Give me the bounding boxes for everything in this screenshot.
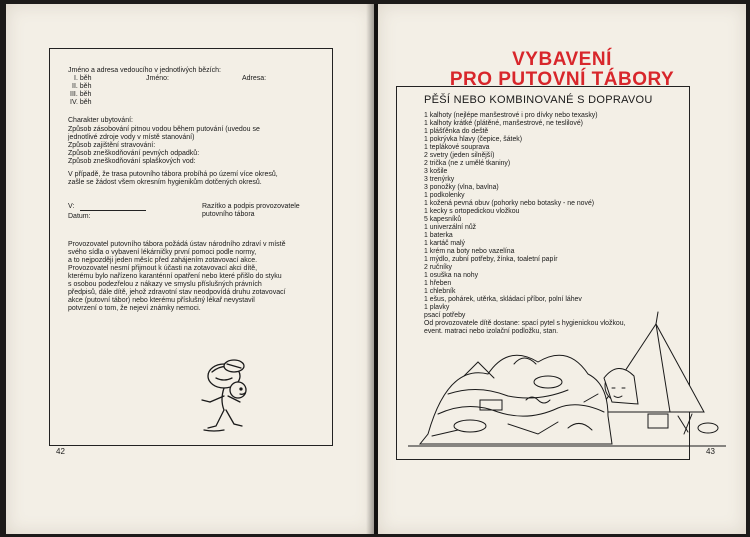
list-item: 1 hřeben: [424, 280, 452, 287]
list-item: 1 krém na boty nebo vazelína: [424, 248, 515, 255]
list-item: event. matraci nebo izolační podložku, stan.: [424, 328, 559, 335]
list-item: 1 kecky s ortopedickou vložkou: [424, 208, 520, 215]
list-item: 5 kapesníků: [424, 216, 462, 223]
list-item: 3 ponožky (vlna, bavlna): [424, 184, 499, 191]
list-item: 3 trenýrky: [424, 176, 455, 183]
list-subtitle: PĚŠÍ NEBO KOMBINOVANÉ S DOPRAVOU: [424, 94, 653, 106]
first-aid-line4: Provozovatel nesmí přijmout k účasti na zotavovací akci dítě,: [68, 265, 258, 272]
list-item: 1 kožená pevná obuv (pohorky nebo botasky - ne nové): [424, 200, 595, 207]
right-page: [378, 4, 746, 534]
list-item: 3 košile: [424, 168, 448, 175]
first-aid-line9: potvrzení o tom, že nejeví známky nemoci.: [68, 305, 201, 312]
stamp-label-line1: Razítko a podpis provozovatele: [202, 203, 300, 210]
list-item: 1 baterka: [424, 232, 453, 239]
list-item: 2 ručníky: [424, 264, 452, 271]
first-aid-line2: svého sídla o vybavení lékárničky první pomoci podle normy,: [68, 249, 257, 256]
run-2-label: II. běh: [72, 83, 92, 90]
list-item: 1 plášťěnka do deště: [424, 128, 489, 135]
first-aid-line1: Provozovatel putovního tábora požádá ústav národního zdraví v místě: [68, 241, 286, 248]
first-aid-line8: akce (putovní tábor) nebo kterému příslušný lékař nevystavil: [68, 297, 255, 304]
run-1-label: I. běh: [74, 75, 92, 82]
first-aid-line5: kterému bylo nařízeno karanténní opatření nebo které přišlo do styku: [68, 273, 282, 280]
page-number-left: 42: [56, 447, 65, 456]
list-item: 1 chlebník: [424, 288, 456, 295]
list-item: 1 podkolenky: [424, 192, 465, 199]
catering-label: Způsob zajištění stravování:: [68, 142, 156, 149]
water-supply-line1: Způsob zásobování pitnou vodou během putování (uvedou se: [68, 126, 260, 133]
date-label: Datum:: [68, 213, 91, 220]
list-item: 1 kartáč malý: [424, 240, 465, 247]
accommodation-label: Charakter ubytování:: [68, 117, 133, 124]
page-title-line1: VYBAVENÍ: [512, 49, 612, 70]
place-line: [80, 210, 146, 211]
districts-note-line2: zašle se žádost všem okresním hygienikům dotčených okresů.: [68, 179, 262, 186]
districts-note-line1: V případě, že trasa putovního tábora probíhá po území více okresů,: [68, 171, 278, 178]
name-label: Jméno:: [146, 75, 169, 82]
first-aid-line7: předpisů, dále dítě, jehož zdravotní stav neodpovídá druhu zotavovací: [68, 289, 286, 296]
first-aid-line6: s osobou podezřelou z nákazy ve smyslu příslušných právních: [68, 281, 262, 288]
list-item: 1 kalhoty (nejlépe manšestrové i pro dívky nebo texasky): [424, 112, 598, 119]
wastewater-label: Způsob zneškodňování splaškových vod:: [68, 158, 196, 165]
list-item: 1 plavky: [424, 304, 450, 311]
first-aid-line3: a to nejpozději jeden měsíc před zahájením zotavovací akce.: [68, 257, 258, 264]
stamp-label-line2: putovního tábora: [202, 211, 255, 218]
address-label: Adresa:: [242, 75, 267, 82]
left-page: [6, 4, 374, 534]
list-item: 1 univerzální nůž: [424, 224, 477, 231]
list-item: 1 kalhoty krátké (plátěné, manšestrové, ne teslilové): [424, 120, 583, 127]
list-item: psací potřeby: [424, 312, 466, 319]
run-4-label: IV. běh: [70, 99, 92, 106]
list-item: 1 mýdlo, zubní potřeby, žínka, toaletní papír: [424, 256, 558, 263]
list-item: 1 osuška na nohy: [424, 272, 479, 279]
place-label: V:: [68, 203, 75, 210]
list-item: 2 trička (ne z umělé tkaniny): [424, 160, 511, 167]
form-heading: Jméno a adresa vedoucího v jednotlivých bězích:: [68, 67, 221, 74]
hiker-illustration: [194, 356, 264, 436]
run-3-label: III. běh: [70, 91, 92, 98]
list-item: 1 teplákové souprava: [424, 144, 490, 151]
list-item: 1 ešus, pohárek, utěrka, skládací příbor, polní láhev: [424, 296, 582, 303]
equipment-pile-illustration: [408, 304, 726, 454]
list-item: Od provozovatele dítě dostane: spací pytel s hygienickou vložkou,: [424, 320, 626, 327]
list-item: 2 svetry (jeden silnější): [424, 152, 495, 159]
page-title-line2: PRO PUTOVNÍ TÁBORY: [449, 69, 675, 90]
list-item: 1 pokrývka hlavy (čepice, šátek): [424, 136, 523, 143]
solid-waste-label: Způsob zneškodňování pevných odpadků:: [68, 150, 200, 157]
water-supply-line2: jednotlivé zdroje vody v místě stanování): [68, 134, 195, 141]
page-number-right: 43: [706, 447, 715, 456]
